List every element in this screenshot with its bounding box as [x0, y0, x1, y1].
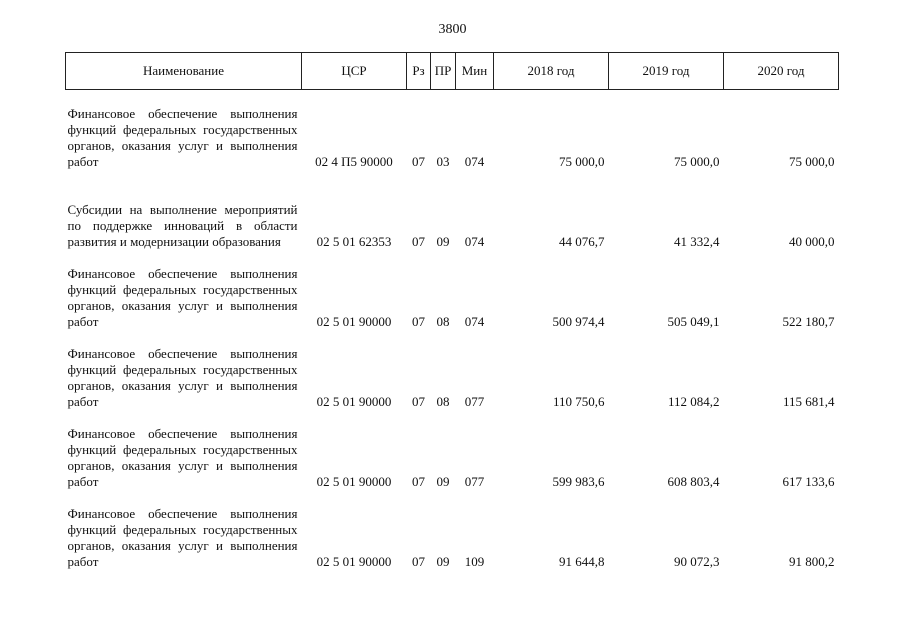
table-row — [66, 330, 839, 410]
row-2018: 599 983,6 — [552, 474, 605, 489]
row-name: Финансовое обеспечение выполнения функций федеральных государственных органов, оказания услуг и выполнения работ — [67, 506, 298, 569]
table-row — [66, 90, 839, 171]
row-2020: 40 000,0 — [789, 234, 835, 249]
header-name: Наименование — [66, 53, 302, 90]
table-body — [66, 90, 839, 571]
row-csr: 02 5 01 90000 — [316, 554, 392, 569]
row-rz: 07 — [412, 554, 425, 569]
row-csr: 02 5 01 90000 — [316, 474, 392, 489]
row-min: 074 — [464, 234, 485, 249]
row-csr: 02 5 01 90000 — [316, 314, 392, 329]
row-pr: 09 — [436, 474, 450, 489]
table-header — [66, 53, 839, 90]
row-csr: 02 5 01 90000 — [316, 394, 392, 409]
row-min: 074 — [464, 154, 485, 169]
row-2020: 91 800,2 — [789, 554, 835, 569]
row-2019: 41 332,4 — [674, 234, 720, 249]
row-min: 077 — [464, 474, 485, 489]
row-name: Финансовое обеспечение выполнения функций федеральных государственных органов, оказания услуг и выполнения работ — [67, 106, 298, 169]
row-2019: 608 803,4 — [667, 474, 720, 489]
row-name: Субсидии на выполнение мероприятий по поддержке инноваций в области развития и модернизации образования — [67, 202, 298, 249]
row-2020: 115 681,4 — [782, 394, 835, 409]
row-2018: 500 974,4 — [552, 314, 605, 329]
row-rz: 07 — [412, 154, 425, 169]
row-pr: 03 — [436, 154, 450, 169]
row-2020: 522 180,7 — [782, 314, 835, 329]
row-name: Финансовое обеспечение выполнения функций федеральных государственных органов, оказания услуг и выполнения работ — [67, 426, 298, 489]
row-name: Финансовое обеспечение выполнения функций федеральных государственных органов, оказания услуг и выполнения работ — [67, 346, 298, 409]
row-rz: 07 — [412, 394, 425, 409]
row-rz: 07 — [412, 234, 425, 249]
row-pr: 08 — [436, 394, 450, 409]
row-2018: 75 000,0 — [559, 154, 605, 169]
row-rz: 07 — [412, 474, 425, 489]
header-rz: Рз — [407, 53, 431, 90]
row-2018: 110 750,6 — [552, 394, 605, 409]
row-2019: 112 084,2 — [667, 394, 720, 409]
header-min: Мин — [456, 53, 494, 90]
row-csr: 02 4 П5 90000 — [315, 154, 393, 169]
header-2018: 2018 год — [494, 53, 609, 90]
row-2018: 44 076,7 — [559, 234, 605, 249]
table-row — [66, 410, 839, 490]
row-pr: 09 — [436, 554, 450, 569]
header-csr: ЦСР — [302, 53, 407, 90]
row-2020: 75 000,0 — [789, 154, 835, 169]
row-pr: 09 — [436, 234, 450, 249]
row-pr: 08 — [436, 314, 450, 329]
table-row — [66, 170, 839, 250]
row-2019: 90 072,3 — [674, 554, 720, 569]
row-min: 077 — [464, 394, 485, 409]
row-2020: 617 133,6 — [782, 474, 835, 489]
page-number: 3800 — [438, 22, 467, 37]
table-row — [66, 250, 839, 330]
row-2018: 91 644,8 — [559, 554, 605, 569]
header-2019: 2019 год — [609, 53, 724, 90]
header-pr: ПР — [431, 53, 456, 90]
row-2019: 75 000,0 — [674, 154, 720, 169]
table-row — [66, 490, 839, 570]
row-min: 074 — [464, 314, 485, 329]
header-2020: 2020 год — [724, 53, 839, 90]
row-csr: 02 5 01 62353 — [316, 234, 392, 249]
row-name: Финансовое обеспечение выполнения функций федеральных государственных органов, оказания услуг и выполнения работ — [67, 266, 298, 329]
row-rz: 07 — [412, 314, 425, 329]
budget-table — [65, 52, 839, 570]
row-min: 109 — [464, 554, 485, 569]
row-2019: 505 049,1 — [667, 314, 720, 329]
